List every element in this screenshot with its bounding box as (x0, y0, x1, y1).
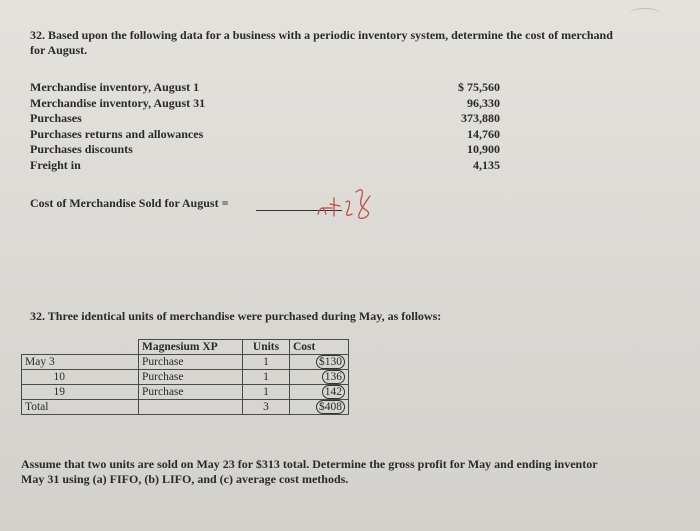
data-row-value: 96,330 (467, 95, 500, 110)
cell-total-label: Total (22, 400, 139, 415)
table-total-row (22, 400, 349, 415)
header-cell-cost: Cost (290, 340, 349, 355)
table-row (22, 370, 349, 385)
data-row (30, 142, 500, 158)
data-row-label: Purchases discounts (30, 142, 133, 157)
cell-date (22, 370, 139, 385)
cell-cost (290, 385, 349, 400)
cell-type: Purchase (139, 355, 243, 370)
circled-cost: 136 (322, 370, 345, 384)
cell-date (22, 385, 139, 400)
cell-type: Purchase (139, 370, 243, 385)
data-row-label: Purchases (30, 111, 82, 126)
data-row-value: 4,135 (473, 157, 500, 172)
data-row-value: 373,880 (461, 111, 500, 126)
data-row-value: 14,760 (467, 126, 500, 141)
cell-date (22, 355, 139, 370)
cell-units: 1 (243, 370, 290, 385)
data-row (30, 111, 500, 127)
cell-empty (139, 400, 243, 415)
page-smudge (630, 8, 660, 19)
data-row (30, 96, 500, 112)
cell-type: Purchase (139, 385, 243, 400)
cell-total-units: 3 (243, 400, 290, 415)
question1-title-line2: for August. (30, 43, 88, 57)
cell-units: 1 (243, 385, 290, 400)
cell-units: 1 (243, 355, 290, 370)
cogs-label: Cost of Merchandise Sold for August = (30, 196, 229, 210)
table-row (22, 385, 349, 400)
data-row (30, 158, 500, 174)
question2-footer (21, 457, 698, 487)
header-cell-product: Magnesium XP (139, 340, 243, 355)
question2-title: 32. Three identical units of merchandise were purchased during May, as follows: (30, 309, 442, 323)
circled-cost: $130 (316, 355, 345, 369)
data-row-label: Merchandise inventory, August 1 (30, 80, 200, 94)
table-header-row (22, 340, 349, 355)
purchases-table (21, 339, 349, 415)
table-row (22, 355, 349, 370)
cell-total-cost (290, 400, 349, 415)
circled-cost: 142 (322, 385, 345, 399)
data-row-label: Purchases returns and allowances (30, 126, 204, 141)
data-row-label: Merchandise inventory, August 31 (30, 95, 206, 110)
data-row-value: 10,900 (467, 142, 500, 157)
question2-footer-line2: May 31 using (a) FIFO, (b) LIFO, and (c) average cost methods. (21, 472, 349, 486)
cell-cost (290, 370, 349, 385)
data-row-label: Freight in (30, 157, 81, 172)
question1-data-list (30, 80, 500, 174)
cell-month: May (25, 356, 47, 368)
header-cell-units: Units (243, 340, 290, 355)
question1-title-line1: 32. Based upon the following data for a business with a periodic inventory system, determine the cost of merchand (30, 28, 613, 42)
cell-day: 19 (53, 386, 65, 398)
header-cell-blank (22, 340, 139, 355)
cell-day: 10 (53, 371, 65, 383)
cell-cost (290, 355, 349, 370)
data-row (30, 80, 500, 96)
circled-total-cost: $408 (316, 400, 345, 414)
question1-title (30, 28, 698, 58)
question2-footer-line1: Assume that two units are sold on May 23 for $313 total. Determine the gross profit for May and ending inventor (21, 457, 598, 471)
data-row (30, 127, 500, 143)
cell-day: 3 (48, 356, 55, 368)
handwritten-scribble (312, 184, 382, 224)
data-row-value: $ 75,560 (458, 80, 500, 94)
